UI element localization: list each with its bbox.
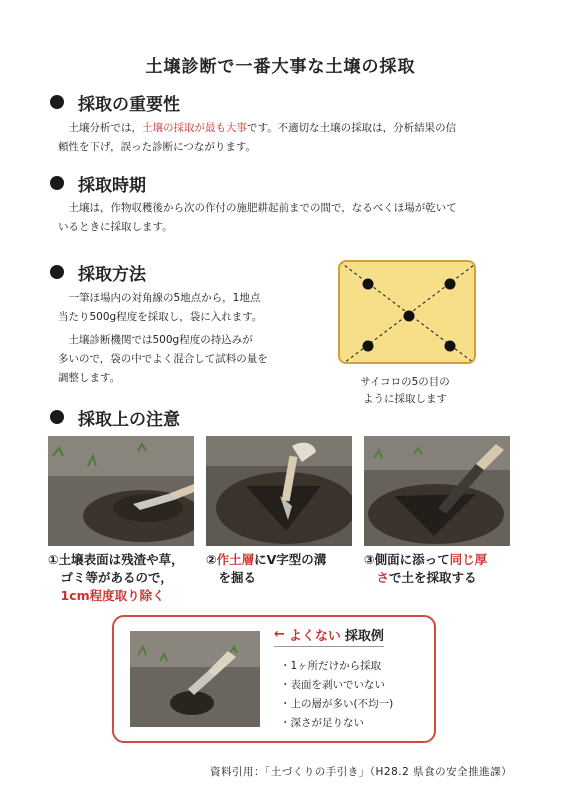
bullet-dot-icon xyxy=(50,410,64,424)
caption-step-1-line-2: ゴミ等があるので， xyxy=(60,570,173,585)
importance-paragraph xyxy=(58,119,498,157)
bad-example-box xyxy=(112,615,436,743)
bad-example-title xyxy=(274,625,384,647)
arrow-left-icon: ← xyxy=(274,627,285,642)
caption-step-2-line-2: を掘る xyxy=(218,570,257,585)
section-heading-importance xyxy=(50,91,180,113)
bullet-dot-icon xyxy=(50,176,64,190)
list-item: ・ 1ヶ所だけから採取 xyxy=(280,657,393,676)
sample-point xyxy=(363,341,374,352)
list-item: ・ 上の層が多い(不均一) xyxy=(280,695,393,714)
list-item: ・ 表面を剥いでいない xyxy=(280,676,393,695)
method-line-4: 多いので，袋の中でよく混合して試料の量を xyxy=(58,353,268,365)
dice-caption xyxy=(330,374,480,408)
bad-example-list xyxy=(280,657,393,733)
sample-point xyxy=(363,279,374,290)
method-line-1: 一筆ほ場内の対角線の5地点から，1地点 xyxy=(68,292,261,304)
sample-point xyxy=(404,311,415,322)
timing-line-1: 土壌は，作物収穫後から次の作付の施肥耕起前までの間で，なるべくほ場が乾いて xyxy=(68,202,457,214)
caption-step-3-line-2: さで土を採取する xyxy=(376,570,477,585)
importance-line-1: 土壌分析では，土壌の採取が最も大事です。不適切な土壌の採取は，分析結果の信 xyxy=(68,122,457,134)
dice-caption-line-1: サイコロの5の目の xyxy=(360,376,450,388)
caption-step-1 xyxy=(48,551,203,605)
importance-line-2: 頼性を下げ，誤った診断につながります。 xyxy=(58,141,257,153)
caption-step-3-emphasis: 同じ厚 xyxy=(449,552,488,567)
section-heading-method xyxy=(50,261,146,283)
method-paragraph xyxy=(58,289,290,388)
bad-title-emphasis: よくない xyxy=(288,629,341,644)
sample-point xyxy=(445,279,456,290)
section-heading-caution xyxy=(50,406,180,428)
photo-bad-example xyxy=(130,631,260,727)
sample-point xyxy=(445,341,456,352)
caption-step-1-emphasis: 1cm程度取り除く xyxy=(60,588,165,603)
importance-emphasis: 土壌の採取が最も大事 xyxy=(142,122,247,134)
caption-step-2 xyxy=(206,551,356,587)
caption-step-2-line-1: ②作土層にV字型の溝 xyxy=(206,552,327,567)
section-heading-timing xyxy=(50,172,146,194)
heading-text: 採取方法 xyxy=(78,264,146,285)
heading-text: 採取の重要性 xyxy=(78,94,180,115)
caption-step-1-line-1: ①土壌表面は残渣や草， xyxy=(48,552,184,567)
photo-remove-surface xyxy=(48,436,194,546)
bad-title-rest: 採取例 xyxy=(344,629,384,644)
dice-caption-line-2: ように採取します xyxy=(363,393,447,405)
heading-text: 採取時期 xyxy=(78,175,146,196)
timing-line-2: いるときに採取します。 xyxy=(58,221,173,233)
caption-step-3 xyxy=(364,551,514,587)
photo-dig-v-trench xyxy=(206,436,352,546)
bullet-dot-icon xyxy=(50,95,64,109)
list-item: ・ 深さが足りない xyxy=(280,714,393,733)
photo-scrape-side xyxy=(364,436,510,546)
method-line-2: 当たり500g程度を採取し，袋に入れます。 xyxy=(58,311,263,323)
caption-step-3-line-1: ③側面に添って同じ厚 xyxy=(364,552,488,567)
dice-five-diagram xyxy=(338,260,476,364)
timing-paragraph xyxy=(58,199,498,237)
method-line-3: 土壌診断機関では500g程度の持込みが xyxy=(68,334,253,346)
method-line-5: 調整します。 xyxy=(58,372,121,384)
source-citation: 資料引用：「土づくりの手引き」（H28.2 県食の安全推進課） xyxy=(210,766,513,778)
caption-step-2-emphasis: 作土層 xyxy=(216,552,255,567)
heading-text: 採取上の注意 xyxy=(78,409,180,430)
bullet-dot-icon xyxy=(50,265,64,279)
page-title: 土壌診断で一番大事な土壌の採取 xyxy=(145,57,416,77)
